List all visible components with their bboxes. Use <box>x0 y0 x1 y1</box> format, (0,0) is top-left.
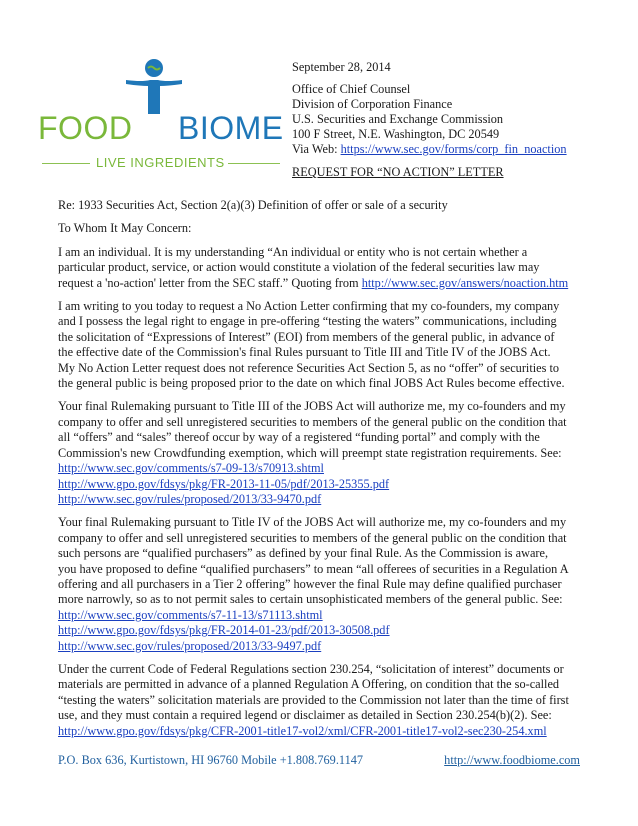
text-line: and I possess the legal right to engage in pre-offering “testing the waters” communications, including <box>58 314 557 329</box>
text-line: company to offer and sell unregistered securities to members of the general public on the condition that <box>58 414 567 429</box>
footer-contact: P.O. Box 636, Kurtistown, HI 96760 Mobile +1.808.769.1147 <box>58 753 364 767</box>
letter-body <box>58 198 598 747</box>
address-line: Division of Corporation Finance <box>292 97 453 111</box>
via-web-label: Via Web: <box>292 142 341 156</box>
request-title: REQUEST FOR “NO ACTION” LETTER <box>292 165 504 179</box>
text-line: I am writing to you today to request a No Action Letter confirming that my co-founders, my company <box>58 299 560 314</box>
person-globe-icon <box>124 56 184 116</box>
reference-link[interactable]: http://www.sec.gov/rules/proposed/2013/33-9497.pdf <box>58 638 322 653</box>
foodbiome-logo <box>38 56 286 180</box>
text-line: offering and all purchasers in a Tier 2 offering” however the final Rule may define qualified purchaser <box>58 576 562 591</box>
text-line <box>58 276 598 291</box>
paragraph-2 <box>58 299 598 391</box>
reference-link[interactable]: http://www.sec.gov/comments/s7-09-13/s70913.shtml <box>58 461 324 476</box>
text-line: Under the current Code of Federal Regulations section 230.254, “solicitation of interest” documents or <box>58 661 564 676</box>
text-fragment: request a 'no-action' letter from the SEC staff.” Quoting from <box>58 275 362 290</box>
paragraph-1 <box>58 245 598 291</box>
text-line: the effective date of the Commission's final Rules pursuant to Title III and Title IV of the JOBS Act. <box>58 345 551 360</box>
text-line: the solicitation of “Expressions of Interest” (EOI) from members of the general public, in advance of <box>58 329 555 344</box>
text-line: Your final Rulemaking pursuant to Title III of the JOBS Act will authorize me, my co-founders and my <box>58 399 566 414</box>
address-line: U.S. Securities and Exchange Commission <box>292 112 504 126</box>
logo-word-biome: BIOME <box>178 110 284 146</box>
logo-divider-right <box>228 163 280 164</box>
paragraph-4 <box>58 515 598 654</box>
logo-tagline: LIVE INGREDIENTS <box>96 155 225 170</box>
footer-website-link[interactable]: http://www.foodbiome.com <box>444 753 580 767</box>
paragraph-3 <box>58 399 598 507</box>
via-web-link[interactable]: https://www.sec.gov/forms/corp_fin_noaction <box>340 142 567 156</box>
text-line: more narrowly, so as to not permit sales to certain unsophisticated members of the general public. See: <box>58 592 563 607</box>
cfr-link[interactable]: http://www.gpo.gov/fdsys/pkg/CFR-2001-title17-vol2/xml/CFR-2001-title17-vol2-sec230-254.xml <box>58 723 547 738</box>
letter-footer <box>58 753 580 768</box>
address-line: 100 F Street, N.E. Washington, DC 20549 <box>292 127 500 141</box>
via-web-line <box>292 142 567 157</box>
logo-word-food: FOOD <box>38 110 133 146</box>
text-line: I am an individual. It is my understanding “An individual or entity who is not certain whether a <box>58 244 528 259</box>
salutation: To Whom It May Concern: <box>58 221 192 236</box>
recipient-address-block <box>292 60 567 180</box>
re-line: Re: 1933 Securities Act, Section 2(a)(3) Definition of offer or sale of a security <box>58 198 448 212</box>
reference-link[interactable]: http://www.sec.gov/comments/s7-11-13/s71113.shtml <box>58 607 323 622</box>
text-line: Your final Rulemaking pursuant to Title IV of the JOBS Act will authorize me, my co-founders and my <box>58 515 567 530</box>
text-line: Commission's new Crowdfunding exemption, which will preempt state registration requirements. See: <box>58 445 562 460</box>
text-line: My No Action Letter request does not reference Securities Act Section 5, as no “offer” of securities to <box>58 360 560 375</box>
reference-link[interactable]: http://www.gpo.gov/fdsys/pkg/FR-2013-11-05/pdf/2013-25355.pdf <box>58 476 390 491</box>
noaction-link[interactable]: http://www.sec.gov/answers/noaction.htm <box>361 275 569 290</box>
text-line: materials are permitted in advance of a planned Regulation A Offering, on condition that the so-called <box>58 677 560 692</box>
logo-divider-left <box>42 163 90 164</box>
letter-date: September 28, 2014 <box>292 60 391 74</box>
text-line: all “offers” and “sales” thereof occur by way of a registered “funding portal” and comply with the <box>58 430 540 445</box>
text-line: such persons are “qualified purchasers” as defined by your final Rule. As the Commission is aware, <box>58 546 549 561</box>
text-line: particular product, service, or action would constitute a violation of the federal securities law may <box>58 260 540 275</box>
text-line: company to offer and sell unregistered securities to members of the general public on the condition that <box>58 530 567 545</box>
text-line: “testing the waters” solicitation materials are provided to the Commission not later than the time of first <box>58 692 569 707</box>
reference-link[interactable]: http://www.sec.gov/rules/proposed/2013/33-9470.pdf <box>58 491 322 506</box>
text-line: the general public is being proposed prior to the date on which final JOBS Act Rules become effective. <box>58 376 565 391</box>
text-line: you have proposed to define “qualified purchasers” to mean “all offerees of securities in a Regulation A <box>58 561 569 576</box>
address-line: Office of Chief Counsel <box>292 82 411 96</box>
reference-link[interactable]: http://www.gpo.gov/fdsys/pkg/FR-2014-01-23/pdf/2013-30508.pdf <box>58 623 390 638</box>
text-line: use, and they must contain a required legend or disclaimer as detailed in Section 230.254(b)(2). See: <box>58 708 552 723</box>
paragraph-5 <box>58 662 598 739</box>
